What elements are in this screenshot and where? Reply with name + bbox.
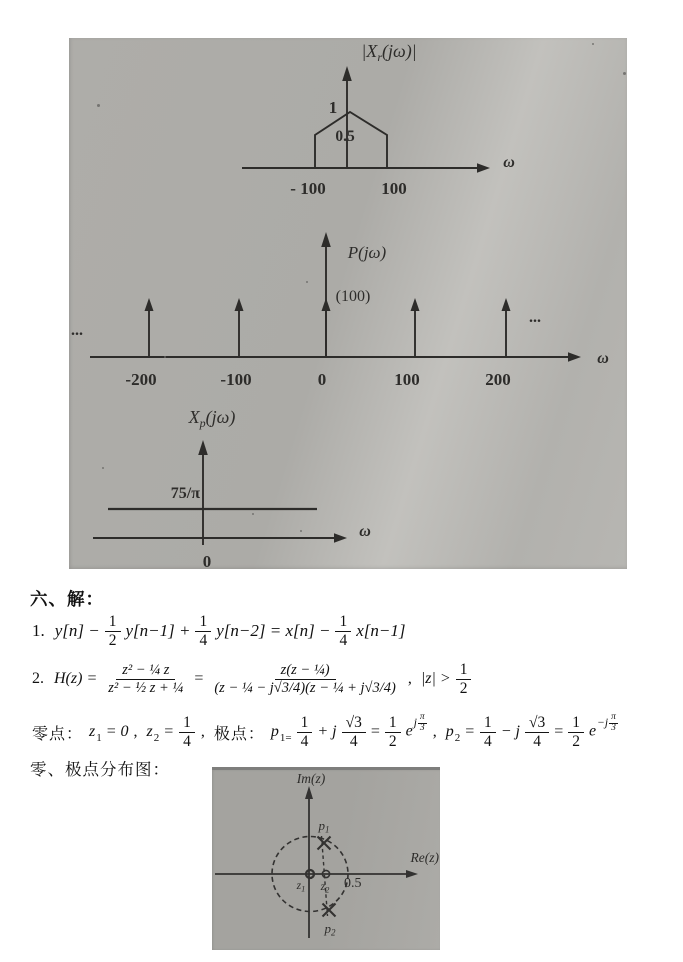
frequency-plots-svg — [69, 38, 627, 569]
fraction-denominator: (z − ¼ − j√3/4)(z − ¼ + j√3/4) — [214, 679, 396, 696]
fraction-numerator: z² − ¼ z — [116, 662, 175, 679]
math-segment: y[n−1] + — [125, 621, 191, 640]
zero-1: z1 — [89, 723, 102, 744]
scan-speck — [252, 513, 254, 515]
equals-sign: = — [163, 723, 175, 740]
pole-2: p2 — [445, 723, 461, 744]
fraction — [195, 613, 211, 649]
math-segment: x[n−1] — [356, 621, 406, 640]
p-tick-200: 200 — [485, 370, 511, 389]
fraction-denominator: 4 — [349, 732, 358, 750]
zero-2-label: $z_2$ — [320, 881, 330, 895]
im-axis-label: Im(z) — [296, 771, 326, 786]
fraction-denominator: 4 — [483, 732, 492, 750]
separator-comma: , — [407, 670, 412, 687]
fraction-denominator: 4 — [199, 631, 208, 649]
xp-horizontal-axis-arrowhead — [334, 533, 347, 542]
fraction-denominator: 4 — [339, 631, 348, 649]
fraction-numerator: 1 — [385, 714, 401, 732]
radius-label: 0.5 — [344, 876, 362, 891]
math-segment: H(z) = — [54, 670, 98, 687]
p-tick-neg200: -200 — [125, 370, 157, 389]
scan-speck — [164, 356, 166, 358]
fraction-numerator: √3 — [525, 714, 549, 732]
separator-comma: , — [432, 723, 437, 740]
exponential: e −j π 3 — [589, 722, 619, 743]
fraction-denominator: 2 — [388, 732, 397, 750]
equals-sign: = — [464, 723, 475, 740]
scanned-figure-zplane — [212, 767, 440, 950]
roc-condition: |z| > — [420, 670, 451, 687]
plot-xr — [242, 66, 490, 173]
fraction — [105, 613, 121, 649]
separator-comma: , — [133, 723, 138, 740]
scan-speck — [592, 43, 594, 45]
zeros-label: 零点： — [32, 725, 84, 743]
p-vertical-axis-arrowhead — [321, 232, 331, 247]
p-horizontal-axis-arrowhead — [568, 352, 581, 361]
xp-omega-label: ω — [359, 523, 371, 540]
equation-number: 2. — [32, 670, 44, 687]
fraction-denominator: 2 — [108, 631, 117, 649]
zero-1-label: $z_1$ — [296, 880, 306, 894]
p-tick-0: 0 — [317, 370, 327, 389]
exponential: e j π 3 — [406, 722, 428, 743]
equals-sign: = — [370, 723, 380, 740]
equation-transfer-function — [30, 652, 474, 706]
xr-omega-label: ω — [503, 154, 515, 171]
fraction-denominator: 2 — [459, 679, 468, 697]
fraction — [335, 613, 351, 649]
zero-2: z2 — [146, 723, 160, 744]
zplane-axes — [215, 786, 418, 938]
fraction: π 3 — [419, 711, 425, 733]
fraction-numerator: 1 — [568, 714, 584, 732]
fraction — [342, 714, 366, 750]
fraction-numerator: 1 — [297, 714, 313, 732]
p-ellipsis-left: ... — [71, 322, 83, 339]
p-omega-label: ω — [597, 350, 609, 367]
zplane-svg — [212, 770, 440, 950]
xr-peak-label: 1 — [328, 98, 338, 117]
p-title: P(jω) — [347, 243, 387, 262]
plot-xp — [93, 440, 347, 545]
xr-vertical-axis-arrowhead — [342, 66, 352, 81]
fraction — [456, 661, 472, 697]
fraction — [385, 714, 401, 750]
fraction — [208, 662, 402, 695]
zeros-poles-line — [30, 708, 621, 756]
fraction — [480, 714, 496, 750]
fraction-numerator: 1 — [195, 613, 211, 631]
p-impulses — [145, 298, 511, 357]
fraction-denominator: 2 — [572, 732, 581, 750]
exponent: −j π 3 — [597, 711, 616, 733]
equals-sign: = — [554, 723, 564, 740]
xr-title: $|X_r(j\omega)|$ — [361, 41, 417, 64]
exponent: j π 3 — [413, 711, 425, 733]
p-tick-labels — [125, 370, 510, 389]
section-heading: 六、解： — [30, 589, 104, 609]
fraction-numerator: 1 — [335, 613, 351, 631]
math-segment: y[n−2] = x[n] − — [216, 621, 331, 640]
scan-speck — [306, 281, 308, 283]
re-axis-arrowhead — [406, 870, 418, 878]
zero-1-value: = 0 — [105, 723, 129, 740]
fraction-denominator: 4 — [183, 732, 191, 750]
fraction-numerator: √3 — [342, 714, 366, 732]
pole-2-label: p2 — [324, 921, 336, 938]
fraction — [297, 714, 313, 750]
pole-1: p1= — [270, 723, 292, 744]
im-axis-arrowhead — [305, 786, 313, 799]
p-tick-100: 100 — [394, 370, 420, 389]
zplane-caption: 零、极点分布图： — [30, 760, 170, 779]
fraction-denominator: z² − ½ z + ¼ — [108, 679, 184, 696]
xp-title: $X_p(j\omega)$ — [188, 407, 236, 430]
xr-tick-neg100: - 100 — [290, 179, 326, 198]
fraction-numerator: z(z − ¼) — [275, 662, 336, 679]
fraction-numerator: 1 — [105, 613, 121, 631]
xp-origin-label: 0 — [202, 552, 212, 569]
scan-speck — [623, 72, 626, 75]
fraction — [102, 662, 189, 695]
pole-1-label: p1 — [318, 818, 330, 835]
fraction-numerator: 1 — [480, 714, 496, 732]
xr-shoulder-label: 0.5 — [335, 128, 355, 145]
scanned-figure-frequency-plots — [69, 38, 627, 569]
fraction-numerator: 1 — [179, 714, 195, 732]
separator-comma: , — [200, 723, 205, 740]
math-segment: y[n] − — [54, 621, 100, 640]
p-ellipsis-right: ... — [529, 309, 541, 326]
fraction-denominator: 4 — [533, 732, 541, 750]
operator: − j — [500, 723, 520, 740]
scan-speck — [97, 104, 100, 107]
equation-number: 1. — [32, 621, 45, 640]
p-strength-label: (100) — [335, 288, 371, 305]
equation-difference — [30, 608, 407, 654]
xp-vertical-axis-arrowhead — [198, 440, 208, 455]
fraction — [179, 714, 195, 750]
pole-2-marker — [323, 904, 336, 917]
xp-level-label: 75/π — [170, 485, 200, 502]
scan-speck — [102, 467, 104, 469]
re-axis-label: Re(z) — [410, 850, 439, 865]
fraction-numerator: 1 — [456, 661, 472, 679]
scan-speck — [300, 530, 302, 532]
fraction — [525, 714, 549, 750]
fraction — [568, 714, 584, 750]
fraction: π 3 — [611, 711, 616, 733]
equals-sign: = — [194, 670, 204, 687]
poles-label: 极点： — [213, 725, 265, 743]
xr-tick-100: 100 — [381, 179, 407, 198]
p-tick-neg100: -100 — [220, 370, 252, 389]
operator: + j — [317, 723, 337, 740]
xr-horizontal-axis-arrowhead — [477, 163, 490, 172]
fraction-denominator: 4 — [300, 732, 309, 750]
